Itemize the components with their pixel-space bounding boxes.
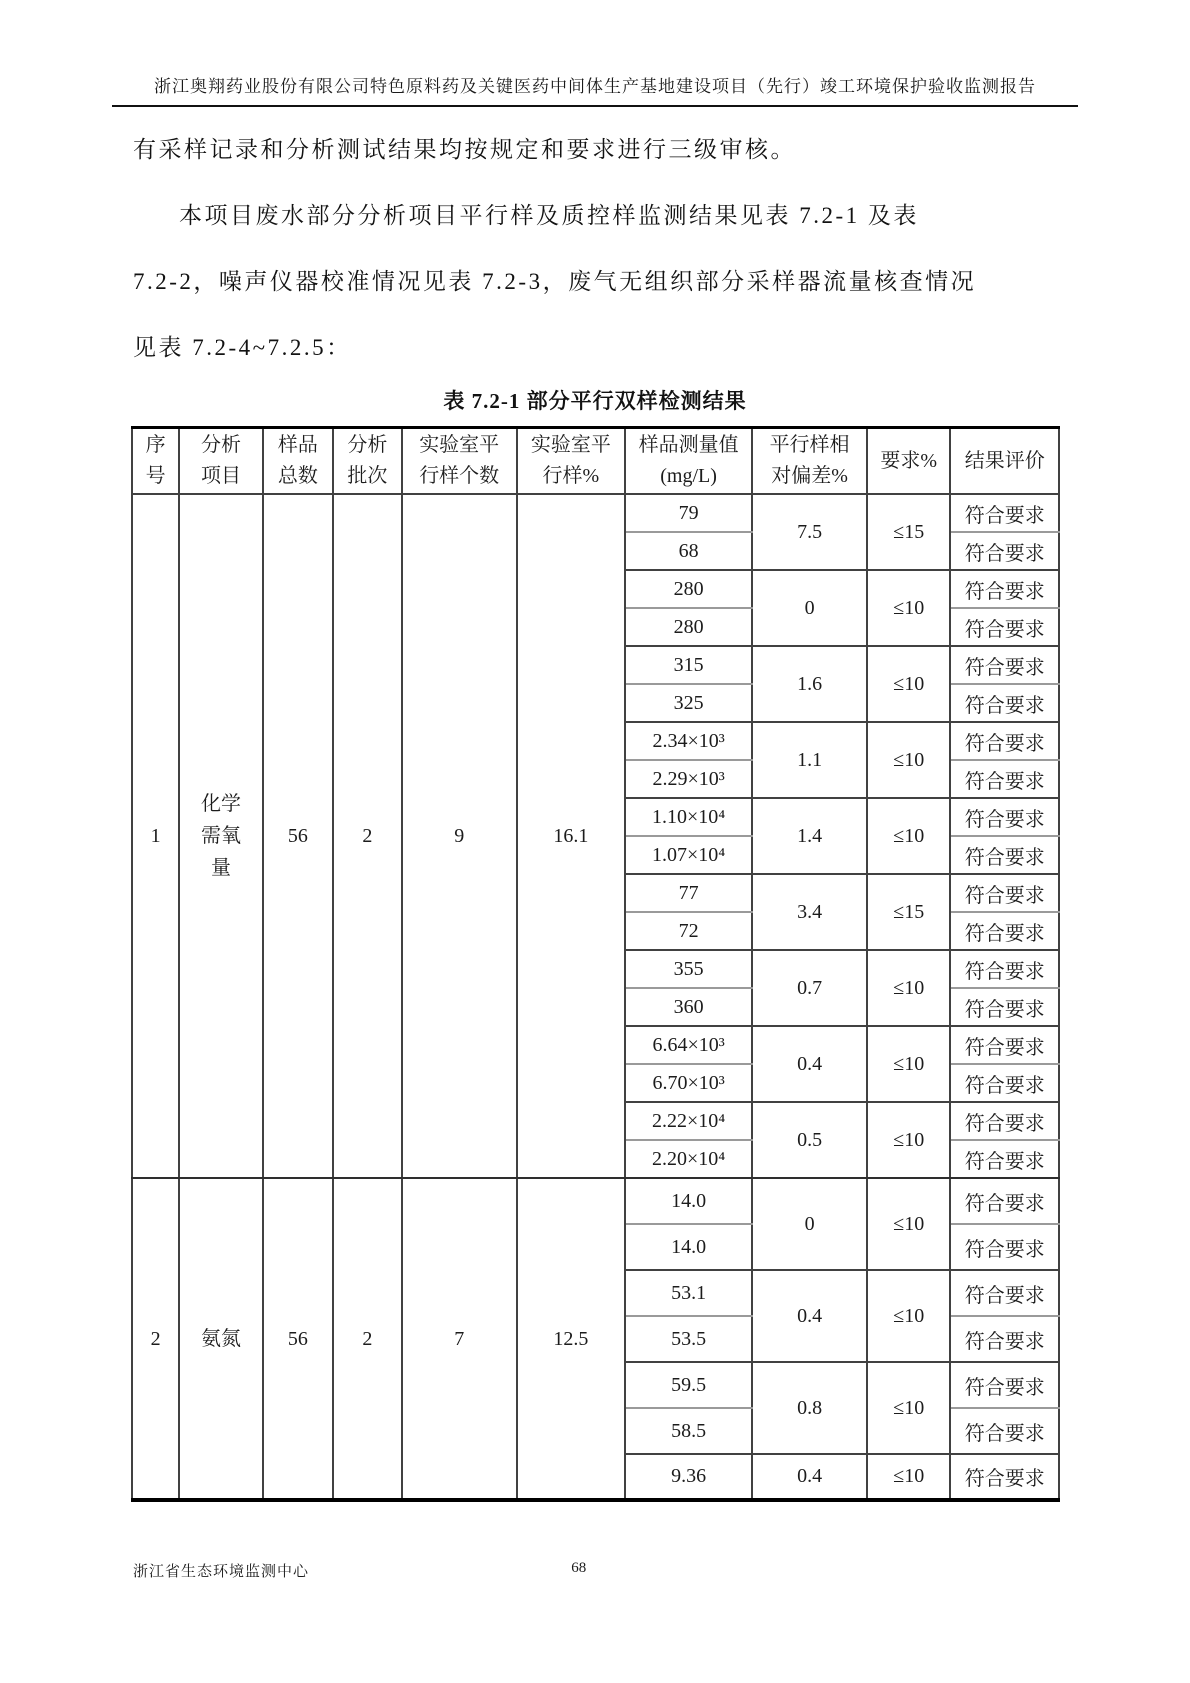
- column-header: 分析 项目: [179, 428, 262, 495]
- value-cell: 77: [625, 874, 752, 912]
- value-cell: 315: [625, 646, 752, 684]
- item-cell: 化学 需氧 量: [179, 494, 262, 1178]
- deviation-cell: 0.5: [752, 1102, 867, 1178]
- batch-cell: 2: [333, 494, 402, 1178]
- result-cell: 符合要求: [950, 760, 1059, 798]
- value-cell: 72: [625, 912, 752, 950]
- value-cell: 2.34×10³: [625, 722, 752, 760]
- header-title: 浙江奥翔药业股份有限公司特色原料药及关键医药中间体生产基地建设项目（先行）竣工环境保护验收监测报告: [154, 77, 1036, 96]
- parallel-count-cell: 7: [402, 1178, 517, 1500]
- result-cell: 符合要求: [950, 950, 1059, 988]
- column-header: 样品测量值 (mg/L): [625, 428, 752, 495]
- deviation-cell: 3.4: [752, 874, 867, 950]
- result-cell: 符合要求: [950, 532, 1059, 570]
- requirement-cell: ≤15: [867, 874, 950, 950]
- requirement-cell: ≤10: [867, 798, 950, 874]
- value-cell: 14.0: [625, 1178, 752, 1224]
- result-cell: 符合要求: [950, 912, 1059, 950]
- value-cell: 325: [625, 684, 752, 722]
- page-header: [0, 0, 1190, 107]
- results-table: [131, 426, 1060, 1502]
- result-cell: 符合要求: [950, 836, 1059, 874]
- page-footer: [0, 1560, 1190, 1590]
- page-number: 68: [571, 1560, 587, 1576]
- requirement-cell: ≤10: [867, 1270, 950, 1362]
- footer-organization: 浙江省生态环境监测中心: [133, 1564, 310, 1580]
- paragraph-2-line-2: 7.2-2，噪声仪器校准情况见表 7.2-3，废气无组织部分采样器流量核查情况: [133, 269, 977, 294]
- requirement-cell: ≤10: [867, 1178, 950, 1270]
- result-cell: 符合要求: [950, 798, 1059, 836]
- result-cell: 符合要求: [950, 874, 1059, 912]
- result-cell: 符合要求: [950, 1316, 1059, 1362]
- requirement-cell: ≤10: [867, 950, 950, 1026]
- result-cell: 符合要求: [950, 684, 1059, 722]
- value-cell: 360: [625, 988, 752, 1026]
- seq-cell: 2: [132, 1178, 179, 1500]
- value-cell: 79: [625, 494, 752, 532]
- value-cell: 68: [625, 532, 752, 570]
- result-cell: 符合要求: [950, 570, 1059, 608]
- value-cell: 6.70×10³: [625, 1064, 752, 1102]
- paragraph-1-line: 有采样记录和分析测试结果均按规定和要求进行三级审核。: [133, 137, 796, 162]
- result-cell: 符合要求: [950, 988, 1059, 1026]
- value-cell: 53.1: [625, 1270, 752, 1316]
- result-cell: 符合要求: [950, 1178, 1059, 1224]
- value-cell: 59.5: [625, 1362, 752, 1408]
- column-header: 分析 批次: [333, 428, 402, 495]
- column-header: 实验室平 行样%: [517, 428, 625, 495]
- batch-cell: 2: [333, 1178, 402, 1500]
- header-rule: [112, 105, 1078, 107]
- result-cell: 符合要求: [950, 1362, 1059, 1408]
- value-cell: 2.22×10⁴: [625, 1102, 752, 1140]
- column-header: 结果评价: [950, 428, 1059, 495]
- value-cell: 280: [625, 570, 752, 608]
- deviation-cell: 0.4: [752, 1454, 867, 1500]
- result-cell: 符合要求: [950, 722, 1059, 760]
- paragraph-2-line-1: 本项目废水部分分析项目平行样及质控样监测结果见表 7.2-1 及表: [179, 203, 919, 228]
- result-cell: 符合要求: [950, 1224, 1059, 1270]
- paragraph-1: [133, 117, 1080, 183]
- value-cell: 58.5: [625, 1408, 752, 1454]
- result-cell: 符合要求: [950, 1140, 1059, 1178]
- parallel-pct-cell: 16.1: [517, 494, 625, 1178]
- deviation-cell: 1.6: [752, 646, 867, 722]
- requirement-cell: ≤10: [867, 1026, 950, 1102]
- column-header: 样品 总数: [263, 428, 333, 495]
- column-header: 平行样相 对偏差%: [752, 428, 867, 495]
- deviation-cell: 0: [752, 570, 867, 646]
- value-cell: 2.29×10³: [625, 760, 752, 798]
- parallel-pct-cell: 12.5: [517, 1178, 625, 1500]
- requirement-cell: ≤10: [867, 1454, 950, 1500]
- column-header: 序 号: [132, 428, 179, 495]
- result-cell: 符合要求: [950, 608, 1059, 646]
- deviation-cell: 0.8: [752, 1362, 867, 1454]
- value-cell: 14.0: [625, 1224, 752, 1270]
- value-cell: 280: [625, 608, 752, 646]
- result-cell: 符合要求: [950, 1102, 1059, 1140]
- table-title: 表 7.2-1 部分平行双样检测结果: [443, 389, 747, 413]
- deviation-cell: 0.4: [752, 1270, 867, 1362]
- parallel-count-cell: 9: [402, 494, 517, 1178]
- column-header: 要求%: [867, 428, 950, 495]
- value-cell: 355: [625, 950, 752, 988]
- item-cell: 氨氮: [179, 1178, 262, 1500]
- deviation-cell: 7.5: [752, 494, 867, 570]
- value-cell: 9.36: [625, 1454, 752, 1500]
- requirement-cell: ≤15: [867, 494, 950, 570]
- body-text: [0, 107, 1190, 381]
- deviation-cell: 1.4: [752, 798, 867, 874]
- result-cell: 符合要求: [950, 1454, 1059, 1500]
- seq-cell: 1: [132, 494, 179, 1178]
- deviation-cell: 0.7: [752, 950, 867, 1026]
- value-cell: 2.20×10⁴: [625, 1140, 752, 1178]
- requirement-cell: ≤10: [867, 722, 950, 798]
- value-cell: 53.5: [625, 1316, 752, 1362]
- result-cell: 符合要求: [950, 1026, 1059, 1064]
- result-cell: 符合要求: [950, 646, 1059, 684]
- total-cell: 56: [263, 494, 333, 1178]
- deviation-cell: 0.4: [752, 1026, 867, 1102]
- deviation-cell: 1.1: [752, 722, 867, 798]
- deviation-cell: 0: [752, 1178, 867, 1270]
- paragraph-2: [133, 183, 1080, 381]
- requirement-cell: ≤10: [867, 570, 950, 646]
- requirement-cell: ≤10: [867, 1362, 950, 1454]
- total-cell: 56: [263, 1178, 333, 1500]
- value-cell: 6.64×10³: [625, 1026, 752, 1064]
- result-cell: 符合要求: [950, 1408, 1059, 1454]
- result-cell: 符合要求: [950, 494, 1059, 532]
- result-cell: 符合要求: [950, 1270, 1059, 1316]
- requirement-cell: ≤10: [867, 646, 950, 722]
- column-header: 实验室平 行样个数: [402, 428, 517, 495]
- value-cell: 1.07×10⁴: [625, 836, 752, 874]
- requirement-cell: ≤10: [867, 1102, 950, 1178]
- result-cell: 符合要求: [950, 1064, 1059, 1102]
- value-cell: 1.10×10⁴: [625, 798, 752, 836]
- paragraph-2-line-3: 见表 7.2-4~7.2.5：: [133, 335, 352, 360]
